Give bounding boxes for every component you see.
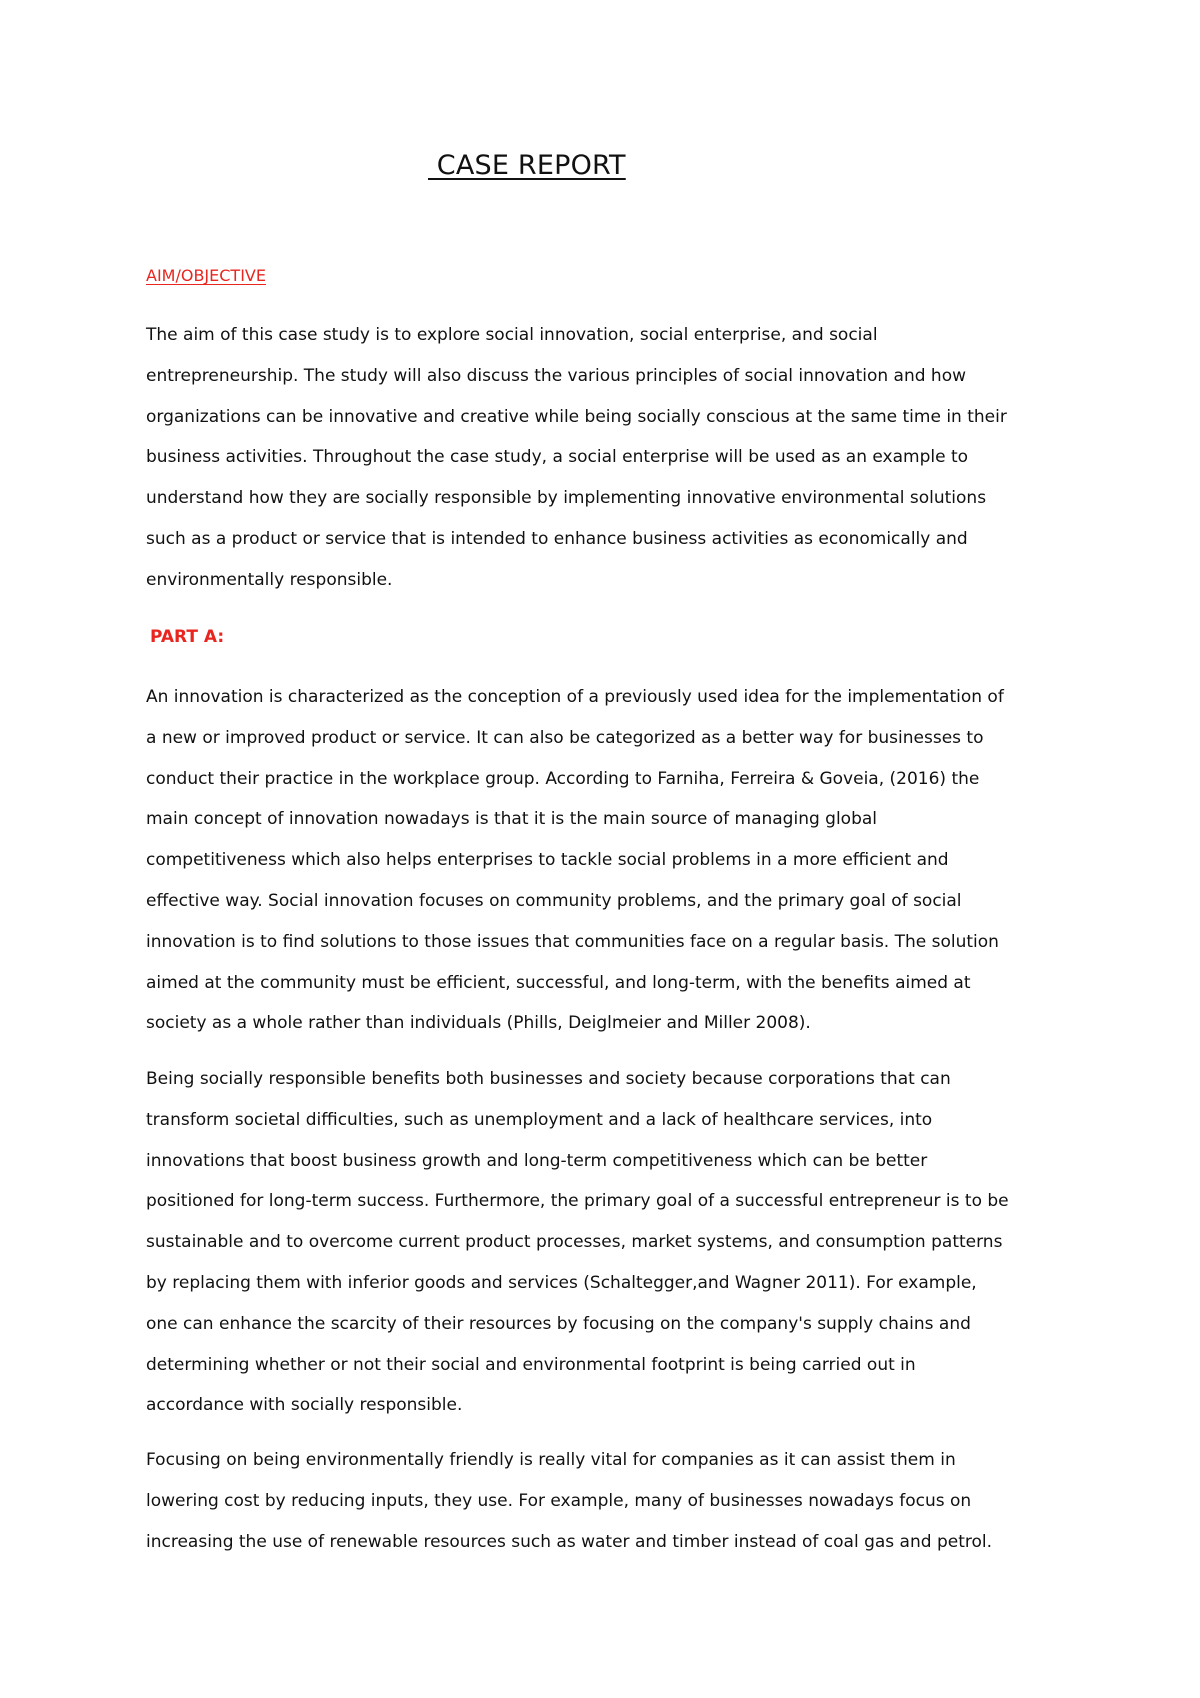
paragraph-line: positioned for long-term success. Furthermore, the primary goal of a successful entrepreneur is to be <box>146 1191 1009 1212</box>
paragraph-line: accordance with socially responsible. <box>146 1395 463 1416</box>
paragraph-line: a new or improved product or service. It can also be categorized as a better way for businesses to <box>146 727 984 748</box>
paragraph-line: The aim of this case study is to explore social innovation, social enterprise, and social <box>146 325 878 345</box>
paragraph-line: organizations can be innovative and creative while being socially conscious at the same time in their <box>146 406 1007 427</box>
aim-objective-heading: AIM/OBJECTIVE <box>146 266 266 285</box>
part-a-paragraph-environment <box>146 1440 1076 1562</box>
paragraph-line: business activities. Throughout the case study, a social enterprise will be used as an example to <box>146 447 969 468</box>
paragraph-line: sustainable and to overcome current product processes, market systems, and consumption patterns <box>146 1232 1003 1253</box>
part-a-paragraph-innovation <box>146 677 1076 1044</box>
paragraph-line: An innovation is characterized as the conception of a previously used idea for the implementation of <box>146 687 1004 707</box>
paragraph-line: conduct their practice in the workplace group. According to Farniha, Ferreira & Goveia, (2016) the <box>146 768 980 789</box>
paragraph-line: understand how they are socially responsible by implementing innovative environmental solutions <box>146 488 987 509</box>
paragraph-line: lowering cost by reducing inputs, they use. For example, many of businesses nowadays focus on <box>146 1490 972 1511</box>
part-a-heading: PART A: <box>150 627 225 647</box>
paragraph-line: aimed at the community must be efficient, successful, and long-term, with the benefits aimed at <box>146 972 971 993</box>
paragraph-line: transform societal difficulties, such as unemployment and a lack of healthcare services, into <box>146 1109 933 1130</box>
paragraph-line: by replacing them with inferior goods and services (Schaltegger,and Wagner 2011). For example, <box>146 1272 977 1293</box>
aim-paragraph <box>146 315 1076 601</box>
document-title: CASE REPORT <box>428 150 626 181</box>
paragraph-line: innovations that boost business growth and long-term competitiveness which can be better <box>146 1150 928 1171</box>
paragraph-line: increasing the use of renewable resources such as water and timber instead of coal gas and petrol. <box>146 1531 993 1552</box>
paragraph-line: Focusing on being environmentally friendly is really vital for companies as it can assist them in <box>146 1450 956 1470</box>
paragraph-line: competitiveness which also helps enterprises to tackle social problems in a more efficient and <box>146 850 949 871</box>
paragraph-line: main concept of innovation nowadays is that it is the main source of managing global <box>146 809 878 830</box>
paragraph-line: environmentally responsible. <box>146 569 393 590</box>
paragraph-line: entrepreneurship. The study will also discuss the various principles of social innovation and how <box>146 365 967 386</box>
paragraph-line: such as a product or service that is intended to enhance business activities as economically and <box>146 528 968 549</box>
paragraph-line: one can enhance the scarcity of their resources by focusing on the company's supply chains and <box>146 1313 971 1334</box>
paragraph-line: society as a whole rather than individuals (Phills, Deiglmeier and Miller 2008). <box>146 1013 811 1034</box>
paragraph-line: determining whether or not their social and environmental footprint is being carried out in <box>146 1354 916 1375</box>
part-a-paragraph-social-responsibility <box>146 1059 1076 1426</box>
paragraph-line: Being socially responsible benefits both businesses and society because corporations that can <box>146 1069 951 1089</box>
paragraph-line: innovation is to find solutions to those issues that communities face on a regular basis. The solution <box>146 931 999 952</box>
paragraph-line: effective way. Social innovation focuses on community problems, and the primary goal of social <box>146 890 962 911</box>
